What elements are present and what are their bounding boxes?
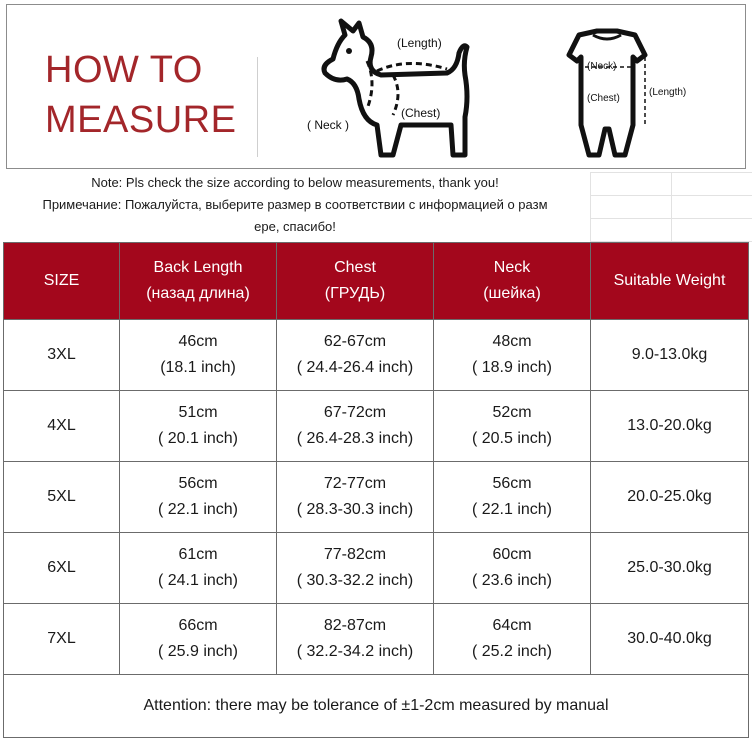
dog-chest-label: (Chest) [401,106,441,120]
dog-length-label: (Length) [397,36,442,50]
note-russian-line2: ере, спасибо! [254,219,336,234]
weight-cell: 9.0-13.0kg [591,320,749,391]
neck-cell: 60cm ( 23.6 inch) [434,533,591,604]
table-row [4,533,749,604]
header-neck: Neck (шейка) [434,243,591,320]
table-row [4,391,749,462]
size-note [0,172,590,238]
chest-cell: 72-77cm ( 28.3-30.3 inch) [277,462,434,533]
header-chest: Chest (ГРУДЬ) [277,243,434,320]
note-russian-line1: Примечание: Пожалуйста, выберите размер в соответствии с информацией о разм [42,197,548,212]
back-length-cell: 66cm ( 25.9 inch) [120,604,277,675]
header-back-length: Back Length (назад длина) [120,243,277,320]
size-cell: 4XL [4,391,120,462]
cloth-length-label: (Length) [649,87,687,98]
cloth-neck-label: (Neck) [587,61,617,72]
tolerance-note: Attention: there may be tolerance of ±1-2cm measured by manual [4,675,749,738]
table-row [4,604,749,675]
weight-cell: 20.0-25.0kg [591,462,749,533]
chest-cell: 77-82cm ( 30.3-32.2 inch) [277,533,434,604]
neck-cell: 64cm ( 25.2 inch) [434,604,591,675]
size-cell: 7XL [4,604,120,675]
neck-cell: 48cm ( 18.9 inch) [434,320,591,391]
weight-cell: 30.0-40.0kg [591,604,749,675]
header-suitable-weight: Suitable Weight [591,243,749,320]
table-header-row [4,243,749,320]
clothing-measure-diagram-icon [537,13,707,168]
weight-cell: 25.0-30.0kg [591,533,749,604]
size-cell: 5XL [4,462,120,533]
weight-cell: 13.0-20.0kg [591,391,749,462]
cloth-chest-label: (Chest) [587,93,620,104]
chest-cell: 82-87cm ( 32.2-34.2 inch) [277,604,434,675]
table-row [4,320,749,391]
dog-neck-label: ( Neck ) [307,118,349,132]
size-cell: 3XL [4,320,120,391]
size-chart-table [3,242,749,738]
neck-cell: 56cm ( 22.1 inch) [434,462,591,533]
table-footer-row [4,675,749,738]
note-english: Note: Pls check the size according to below measurements, thank you! [91,175,499,190]
table-row [4,462,749,533]
back-length-cell: 51cm ( 20.1 inch) [120,391,277,462]
back-length-cell: 46cm (18.1 inch) [120,320,277,391]
dog-measure-diagram-icon [297,13,487,168]
back-length-cell: 61cm ( 24.1 inch) [120,533,277,604]
spreadsheet-gridlines [590,172,752,242]
neck-cell: 52cm ( 20.5 inch) [434,391,591,462]
size-cell: 6XL [4,533,120,604]
header-size: SIZE [4,243,120,320]
chest-cell: 67-72cm ( 26.4-28.3 inch) [277,391,434,462]
banner-title-line1: HOW TO [45,49,203,91]
how-to-measure-banner [6,4,746,169]
banner-title-line2: MEASURE [45,99,237,141]
banner-title [45,45,235,145]
chest-cell: 62-67cm ( 24.4-26.4 inch) [277,320,434,391]
banner-divider [257,57,258,157]
back-length-cell: 56cm ( 22.1 inch) [120,462,277,533]
